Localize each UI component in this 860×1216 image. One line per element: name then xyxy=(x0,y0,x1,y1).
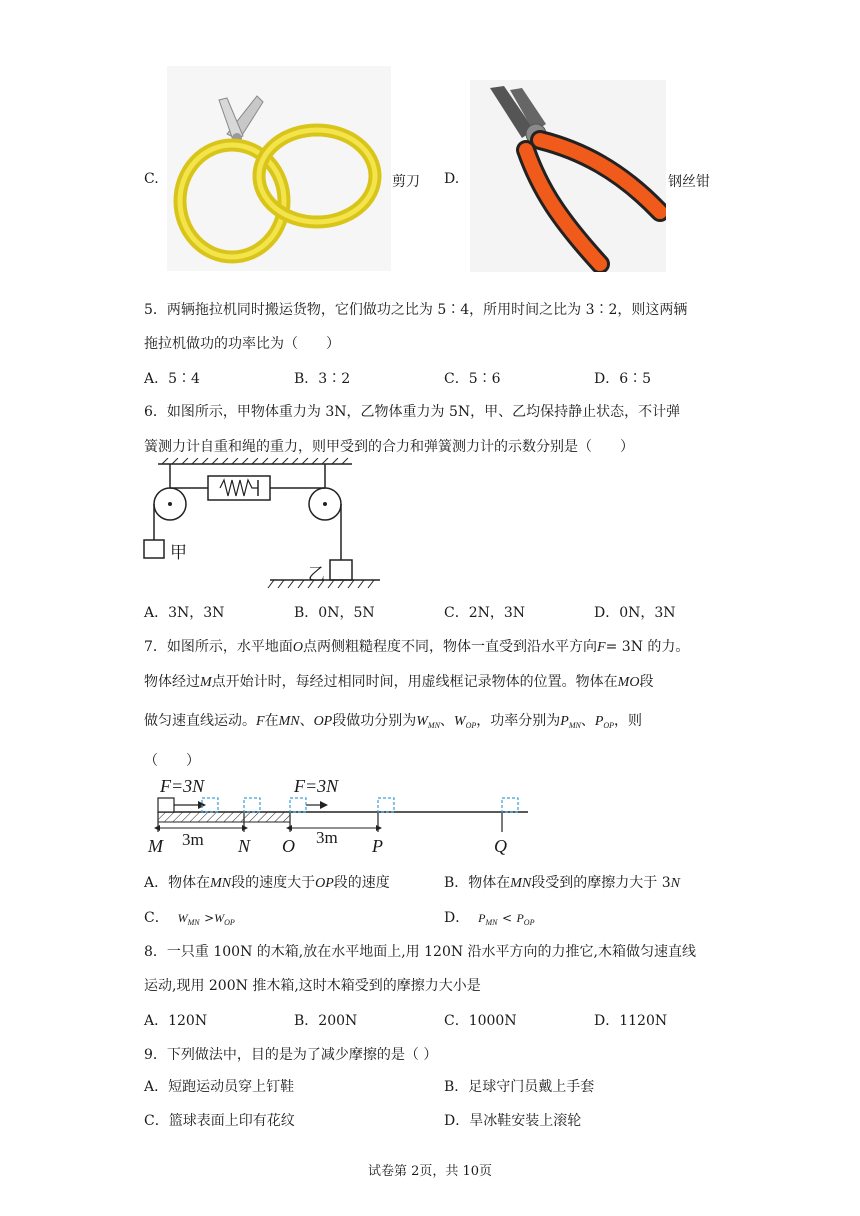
q5-option-b: B．3∶2 xyxy=(294,371,351,387)
q5-option-d: D．6∶5 xyxy=(594,371,652,387)
q9-option-b: B．足球守门员戴上手套 xyxy=(444,1079,595,1095)
label-jia: 甲 xyxy=(170,543,187,563)
q6-text-line1: 6．如图所示，甲物体重力为 3N，乙物体重力为 5N，甲、乙均保持静止状态，不计弹 xyxy=(144,404,681,420)
q9-text-line1: 9．下列做法中，目的是为了减少摩擦的是（ ） xyxy=(144,1047,438,1063)
q4-option-c-label: 剪刀 xyxy=(392,174,420,190)
scissors-image xyxy=(167,66,391,271)
q6-option-b: B．0N，5N xyxy=(294,605,375,621)
force-label-1: F=3N xyxy=(160,776,205,796)
pliers-image xyxy=(470,80,666,272)
q8-text-line2: 运动,现用 200N 推木箱,这时木箱受到的摩擦力大小是 xyxy=(144,978,481,994)
q7-option-d: D． $P_{MN} < P_{OP}$ xyxy=(444,910,535,927)
scissors-icon xyxy=(167,66,391,271)
pulley-spring-diagram xyxy=(140,458,380,594)
point-label-o: O xyxy=(282,836,295,856)
q9-option-d: D．旱冰鞋安装上滚轮 xyxy=(444,1113,582,1129)
q7-option-b: B．物体在MN段受到的摩擦力大于 3N xyxy=(444,875,680,891)
q8-text-line1: 8．一只重 100N 的木箱,放在水平地面上,用 120N 沿水平方向的力推它,木箱做匀速直线 xyxy=(144,944,697,960)
motion-diagram xyxy=(144,774,534,860)
distance-label-1: 3m xyxy=(182,830,204,849)
q7-text-line3: 做匀速直线运动。F在MN、OP段做功分别为$W_{MN}$、$W_{OP}$，功率分别为$P_{MN}$、$P_{OP}$，则 xyxy=(144,713,643,730)
q6-option-c: C．2N，3N xyxy=(444,605,526,621)
page-footer: 试卷第 2页，共 10页 xyxy=(367,1164,493,1179)
pliers-icon xyxy=(470,80,666,272)
q8-option-b: B．200N xyxy=(294,1013,358,1029)
label-yi: 乙 xyxy=(308,565,325,585)
q6-option-a: A．3N，3N xyxy=(144,605,225,621)
q8-option-a: A．120N xyxy=(144,1013,208,1029)
q5-text-line2: 拖拉机做功的功率比为（ ） xyxy=(144,336,340,352)
q4-option-d-letter: D. xyxy=(444,171,460,187)
q7-text-line1: 7．如图所示，水平地面O点两侧粗糙程度不同，物体一直受到沿水平方向F= 3N 的力。 xyxy=(144,639,690,655)
distance-label-2: 3m xyxy=(316,828,338,847)
q7-option-a: A．物体在MN段的速度大于OP段的速度 xyxy=(144,875,390,891)
q6-text-line2: 簧测力计自重和绳的重力，则甲受到的合力和弹簧测力计的示数分别是（ ） xyxy=(144,439,634,455)
q8-option-d: D．1120N xyxy=(594,1013,668,1029)
q9-option-a: A．短跑运动员穿上钉鞋 xyxy=(144,1079,295,1095)
force-label-2: F=3N xyxy=(294,776,339,796)
q6-option-d: D．0N，3N xyxy=(594,605,676,621)
q7-text-line2: 物体经过M点开始计时，每经过相同时间，用虚线框记录物体的位置。物体在MO段 xyxy=(144,674,654,690)
q9-option-c: C．篮球表面上印有花纹 xyxy=(144,1113,295,1129)
q7-text-line4: （ ） xyxy=(144,753,200,769)
q7-option-c: C． $W_{MN} >W_{OP}$ xyxy=(144,910,235,927)
q4-option-d-label: 钢丝钳 xyxy=(668,174,710,190)
point-label-q: Q xyxy=(494,836,507,856)
point-label-m: M xyxy=(148,836,163,856)
point-label-p: P xyxy=(372,836,383,856)
q4-option-c-letter: C. xyxy=(144,171,159,187)
q5-option-c: C．5∶6 xyxy=(444,371,501,387)
q8-option-c: C．1000N xyxy=(444,1013,517,1029)
q5-text-line1: 5．两辆拖拉机同时搬运货物，它们做功之比为 5∶4，所用时间之比为 3∶2，则这两辆 xyxy=(144,302,688,318)
q5-option-a: A．5∶4 xyxy=(144,371,200,387)
point-label-n: N xyxy=(238,836,251,856)
